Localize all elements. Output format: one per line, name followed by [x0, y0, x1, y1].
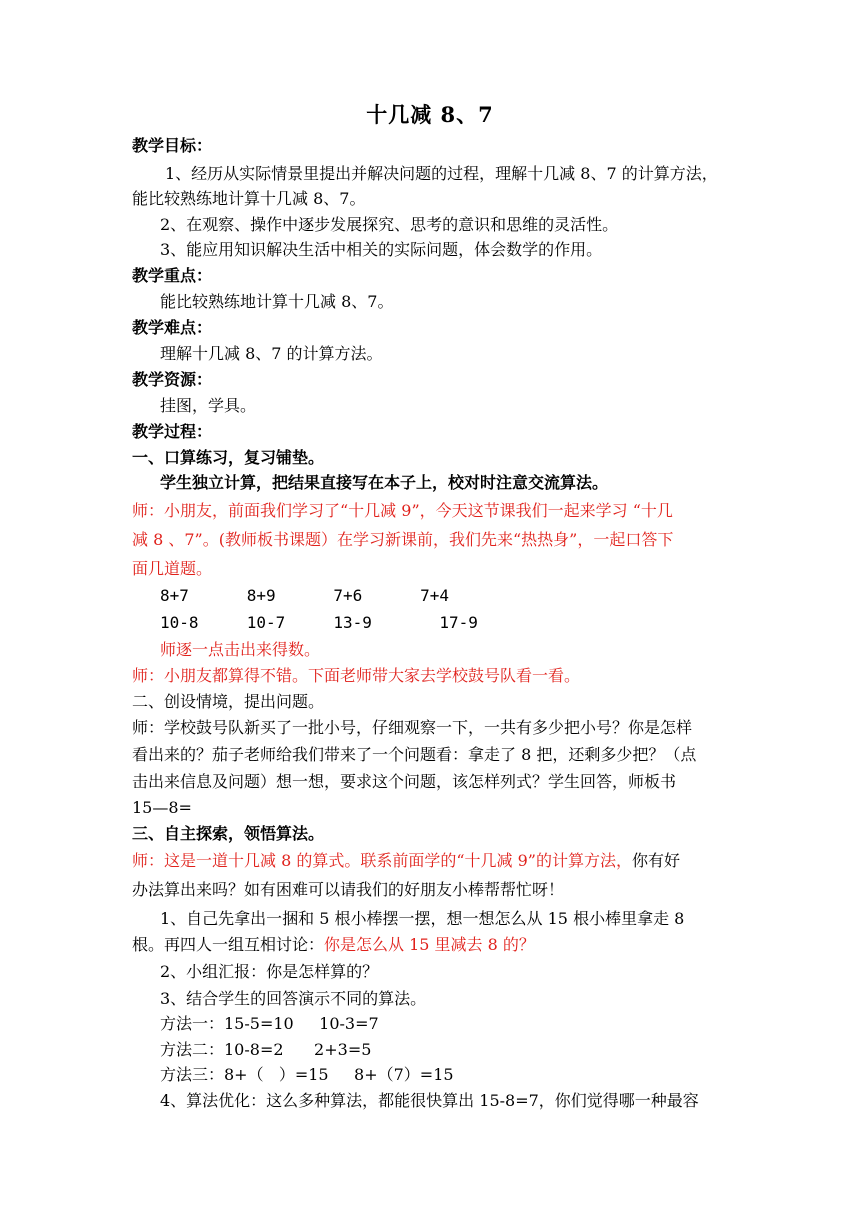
section-3-heading: 三、自主探索，领悟算法。 — [132, 824, 325, 843]
section-1-instruction: 学生独立计算，把结果直接写在本子上，校对时注意交流算法。 — [160, 473, 609, 492]
section-3-item-1-line-1: 1、自己先拿出一捆和 5 根小棒摆一摆，想一想怎么从 15 根小棒里拿走 8 — [160, 909, 685, 928]
method-2: 方法二：10-8=2 2+3=5 — [160, 1040, 372, 1059]
section-3-item-3: 3、结合学生的回答演示不同的算法。 — [160, 989, 427, 1008]
difficulty-text: 理解十几减 8、7 的计算方法。 — [160, 344, 383, 363]
section-1-teacher-line-5: 师：小朋友都算得不错。下面老师带大家去学校鼓号队看一看。 — [132, 666, 581, 685]
goal-3: 3、能应用知识解决生活中相关的实际问题，体会数学的作用。 — [160, 240, 603, 259]
process-heading: 教学过程： — [132, 422, 213, 441]
section-1-teacher-line-1: 师：小朋友，前面我们学习了“十几减 9”，今天这节课我们一起来学习 “十几 — [132, 501, 673, 520]
section-1-teacher-line-2: 减 8 、7”。(教师板书课题）在学习新课前，我们先来“热热身”，一起口答下 — [132, 530, 674, 549]
section-2-heading: 二、创设情境，提出问题。 — [132, 692, 325, 711]
calc-row-1: 8+7 8+9 7+6 7+4 — [160, 586, 449, 605]
section-3-item-4: 4、算法优化：这么多种算法，都能很快算出 15-8=7，你们觉得哪一种最容 — [160, 1091, 699, 1110]
page-title: 十几减 8、7 — [366, 102, 494, 127]
key-points-heading: 教学重点： — [132, 266, 213, 285]
item-1-black-text: 根。再四人一组互相讨论： — [132, 935, 325, 954]
section-3-item-1-line-2 — [132, 935, 732, 955]
section-1-teacher-note: 师逐一点击出来得数。 — [160, 640, 321, 659]
section-3-red-text: 师：这是一道十几减 8 的算式。联系前面学的“十几减 9”的计算方法， — [132, 851, 632, 870]
section-1-heading: 一、口算练习，复习铺垫。 — [132, 448, 325, 467]
resources-text: 挂图，学具。 — [160, 396, 257, 415]
section-1-teacher-line-3: 面几道题。 — [132, 559, 213, 578]
section-3-item-2: 2、小组汇报：你是怎样算的？ — [160, 962, 379, 981]
goal-1-line-1: 1、经历从实际情景里提出并解决问题的过程，理解十几减 8、7 的计算方法， — [165, 164, 718, 183]
method-3: 方法三：8+（ ）=15 8+（7）=15 — [160, 1065, 454, 1084]
section-3-line-2: 办法算出来吗？如有困难可以请我们的好朋友小棒帮帮忙呀！ — [132, 880, 565, 899]
difficulty-heading: 教学难点： — [132, 318, 213, 337]
section-2-line-4: 15—8= — [132, 798, 192, 817]
key-points-text: 能比较熟练地计算十几减 8、7。 — [160, 292, 394, 311]
resources-heading: 教学资源： — [132, 370, 213, 389]
section-3-black-text: 你有好 — [631, 851, 680, 870]
section-2-line-2: 看出来的？茄子老师给我们带来了一个问题看：拿走了 8 把，还剩多少把？（点 — [132, 745, 697, 764]
method-1: 方法一：15-5=10 10-3=7 — [160, 1014, 379, 1033]
goals-heading: 教学目标： — [132, 136, 213, 155]
section-2-line-3: 击出来信息及问题）想一想，要求这个问题，该怎样列式？学生回答，师板书 — [132, 772, 677, 791]
section-3-line-1 — [132, 851, 732, 871]
section-2-line-1: 师：学校鼓号队新买了一批小号，仔细观察一下，一共有多少把小号？你是怎样 — [132, 718, 693, 737]
item-1-red-question: 你是怎么从 15 里减去 8 的？ — [324, 935, 535, 954]
goal-1-line-2: 能比较熟练地计算十几减 8、7。 — [132, 189, 366, 208]
goal-2: 2、在观察、操作中逐步发展探究、思考的意识和思维的灵活性。 — [160, 215, 619, 234]
calc-row-2: 10-8 10-7 13-9 17-9 — [160, 613, 478, 632]
